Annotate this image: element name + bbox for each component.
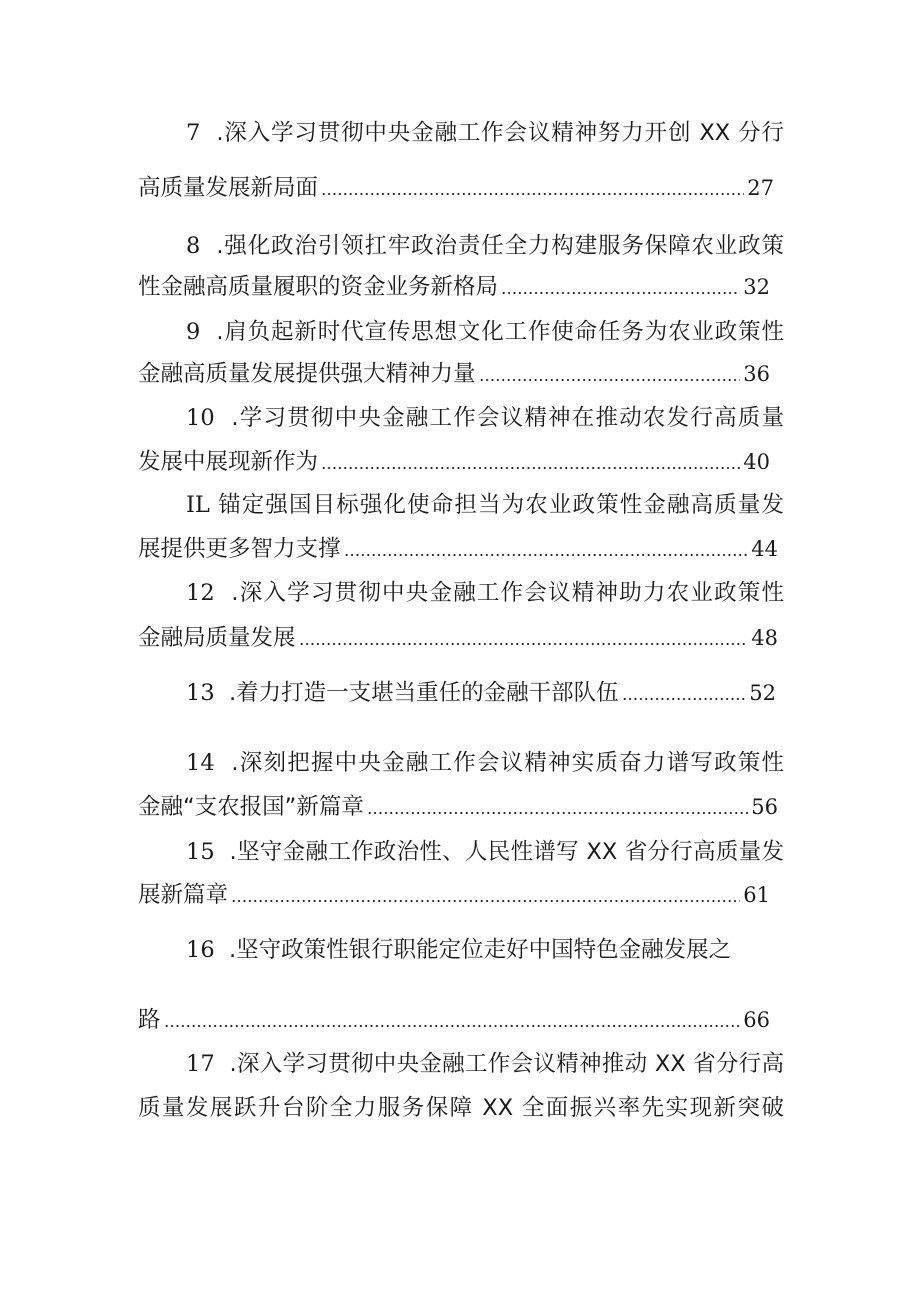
toc-entry-13-number: 13 — [186, 680, 215, 706]
toc-entry-15-page: 61 — [743, 883, 770, 907]
toc-entry-11-leader-dots — [344, 553, 749, 557]
toc-entry-14-number: 14 — [186, 750, 215, 776]
toc-entry-16-leader-dots — [164, 1024, 741, 1028]
toc-entry-16-title-line2: 路 — [138, 1007, 161, 1033]
toc-entry-14-title-line2: 金融“支农报国”新篇章 — [138, 794, 364, 820]
toc-entry-14-page: 56 — [751, 795, 778, 819]
toc-entry-14-last-line[interactable] — [138, 788, 778, 826]
toc-entry-11-number: IL — [186, 492, 210, 518]
toc-entry-15-last-line[interactable] — [138, 876, 770, 914]
toc-entry-16-number: 16 — [186, 937, 215, 963]
toc-entry-9-page: 36 — [743, 362, 770, 386]
toc-entry-10-page: 40 — [743, 450, 770, 474]
toc-entry-11-title-line1: 锚定强国目标强化使命担当为农业政策性金融高质量发 — [218, 492, 784, 518]
toc-entry-12-title-line1: .深入学习贯彻中央金融工作会议精神助力农业政策性 — [231, 580, 784, 606]
toc-entry-10-leader-dots — [321, 466, 740, 470]
toc-entry-9-title-line2: 金融高质量发展提供强大精神力量 — [138, 361, 476, 387]
toc-entry-14-leader-dots — [367, 811, 748, 815]
toc-entry-12-last-line[interactable] — [138, 619, 778, 657]
toc-entry-14-title-line1: .深刻把握中央金融工作会议精神实质奋力谱写政策性 — [231, 750, 784, 776]
toc-entry-16-title-line1: .坚守政策性银行职能定位走好中国特色金融发展之 — [228, 937, 732, 963]
toc-entry-12-title-line2: 金融局质量发展 — [138, 625, 296, 651]
toc-entry-17-second-line[interactable] — [138, 1089, 784, 1127]
toc-entry-15-title-line1: .坚守金融工作政治性、人民性谱写 XX 省分行高质量发 — [229, 839, 784, 865]
toc-entry-10-number: 10 — [186, 405, 215, 431]
toc-entry-13-line[interactable] — [186, 674, 776, 712]
toc-entry-11-last-line[interactable] — [138, 530, 778, 568]
toc-entry-11-first-line[interactable] — [186, 486, 784, 524]
toc-entry-7-number: 7 — [186, 120, 201, 146]
toc-entry-7-page: 27 — [747, 176, 774, 200]
toc-entry-15-number: 15 — [186, 839, 215, 865]
toc-entry-8-leader-dots — [501, 291, 740, 295]
toc-entry-9-title-line1: .肩负起新时代宣传思想文化工作使命任务为农业政策性 — [216, 319, 784, 345]
toc-entry-8-page: 32 — [743, 275, 770, 299]
toc-entry-16-page: 66 — [743, 1008, 770, 1032]
toc-entry-7-leader-dots — [321, 192, 744, 196]
toc-entry-10-title-line1: .学习贯彻中央金融工作会议精神在推动农发行高质量 — [231, 405, 784, 431]
toc-entry-8-number: 8 — [186, 233, 201, 259]
toc-entry-8-title-line2: 性金融高质量履职的资金业务新格局 — [138, 274, 499, 300]
toc-entry-9-last-line[interactable] — [138, 355, 770, 393]
toc-entry-17-number: 17 — [186, 1051, 215, 1077]
toc-entry-13-leader-dots — [622, 697, 747, 701]
toc-entry-12-number: 12 — [186, 580, 215, 606]
toc-entry-15-title-line2: 展新篇章 — [138, 882, 229, 908]
toc-entry-8-title-line1: .强化政治引领扛牢政治责任全力构建服务保障农业政策 — [216, 233, 784, 259]
toc-entry-17-first-line[interactable] — [186, 1045, 784, 1083]
toc-entry-12-page: 48 — [751, 626, 778, 650]
toc-entry-13-page: 52 — [749, 681, 776, 705]
toc-entry-11-page: 44 — [751, 537, 778, 561]
toc-entry-17-title-line1: .深入学习贯彻中央金融工作会议精神推动 XX 省分行高 — [229, 1051, 784, 1077]
toc-entry-14-first-line[interactable] — [186, 744, 784, 782]
toc-entry-8-last-line[interactable] — [138, 268, 770, 306]
toc-entry-12-first-line[interactable] — [186, 574, 784, 612]
toc-entry-16-first-line[interactable] — [186, 931, 786, 969]
toc-entry-13-title — [186, 674, 619, 712]
toc-entry-7-title-line1: .深入学习贯彻中央金融工作会议精神努力开创 XX 分行 — [216, 120, 784, 146]
toc-entry-10-last-line[interactable] — [138, 443, 770, 481]
toc-entry-16-last-line[interactable] — [138, 1001, 770, 1039]
toc-entry-15-first-line[interactable] — [186, 833, 784, 871]
toc-entry-7-last-line[interactable] — [138, 169, 774, 207]
toc-entry-10-first-line[interactable] — [186, 399, 784, 437]
toc-entry-7-title-line2: 高质量发展新局面 — [138, 175, 319, 201]
toc-entry-9-number: 9 — [186, 319, 201, 345]
toc-entry-15-leader-dots — [231, 899, 740, 903]
toc-entry-9-first-line[interactable] — [186, 313, 784, 351]
toc-entry-7-first-line[interactable] — [186, 114, 784, 152]
toc-entry-12-leader-dots — [299, 642, 749, 646]
toc-entry-11-title-line2: 展提供更多智力支撑 — [138, 536, 341, 562]
toc-entry-9-leader-dots — [479, 378, 741, 382]
toc-entry-17-title-line2: 质量发展跃升台阶全力服务保障 XX 全面振兴率先实现新突破 — [138, 1095, 784, 1121]
toc-entry-10-title-line2: 发展中展现新作为 — [138, 449, 319, 475]
toc-entry-13-title-text: .着力打造一支堪当重任的金融干部队伍 — [228, 680, 619, 706]
toc-entry-8-first-line[interactable] — [186, 227, 784, 265]
